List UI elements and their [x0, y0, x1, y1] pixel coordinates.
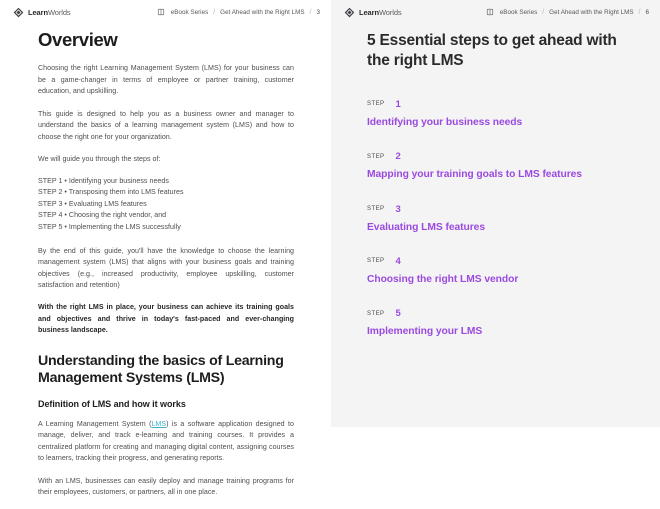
left-page-content: [38, 30, 294, 509]
overview-paragraph-3: We will guide you through the steps of:: [38, 155, 161, 164]
breadcrumb-separator: /: [213, 8, 216, 16]
step-block-5: [367, 308, 629, 338]
breadcrumb-separator: /: [309, 8, 312, 16]
brand-wordmark-left: [28, 8, 71, 17]
definition-text-after: ) is a software application designed to manage, deliver, and track e-learning and training courses. It provides a centralized platform for creating and managing digital content, assigning courses to learners, tracking their progress, and generating reports.: [38, 419, 294, 463]
step-title-5[interactable]: Implementing your LMS: [367, 326, 483, 338]
step-kicker-3: STEP: [367, 206, 385, 213]
step-meta-2: [367, 151, 629, 162]
lms-link[interactable]: LMS: [151, 419, 167, 428]
step-number-5: 5: [395, 308, 401, 320]
brand-bold-right: Learn: [359, 7, 379, 17]
ebook-page-left: [0, 0, 331, 496]
page-number-left: 3: [316, 8, 320, 16]
overview-step-list: [38, 176, 294, 234]
section-subtitle: Definition of LMS and how it works: [38, 398, 186, 409]
step-number-2: 2: [395, 151, 401, 163]
step-block-3: [367, 204, 629, 234]
section-title: Understanding the basics of Learning Management Systems (LMS): [38, 352, 284, 387]
step-meta-5: [367, 308, 629, 319]
step-number-1: 1: [395, 98, 401, 110]
steps-headline: 5 Essential steps to get ahead with the right LMS: [367, 32, 617, 70]
step-number-4: 4: [395, 255, 401, 267]
book-icon: [486, 8, 494, 16]
step-block-1: [367, 99, 629, 129]
breadcrumb-title-left[interactable]: Get Ahead with the Right LMS: [220, 8, 305, 16]
brand-light-right: Worlds: [378, 7, 402, 17]
list-item: STEP 1 • Identifying your business needs: [38, 176, 169, 185]
overview-paragraph-4: By the end of this guide, you'll have the knowledge to choose the learning management system (LMS) that aligns with your business goals and training objectives (e.g., increased productivity, employee upskilling, customer satisfaction and retention): [38, 246, 294, 289]
definition-paragraph: [38, 419, 294, 465]
breadcrumb-series-left[interactable]: eBook Series: [170, 8, 209, 16]
step-meta-4: [367, 256, 629, 267]
step-title-1[interactable]: Identifying your business needs: [367, 116, 523, 128]
step-title-2[interactable]: Mapping your training goals to LMS features: [367, 169, 582, 181]
list-item: STEP 4 • Choosing the right vendor, and: [38, 211, 167, 220]
page-title: Overview: [38, 29, 118, 50]
page-header-right: [331, 0, 660, 24]
overview-paragraph-1: Choosing the right Learning Management System (LMS) for your business can be a game-changer in terms of employee or partner training, customer education, and upskilling.: [38, 64, 294, 96]
brand-light-left: Worlds: [47, 7, 71, 17]
list-item: STEP 5 • Implementing the LMS successfully: [38, 222, 181, 231]
breadcrumb-series-right[interactable]: eBook Series: [499, 8, 538, 16]
breadcrumb-left: [157, 8, 320, 16]
overview-paragraph-2: This guide is designed to help you as a business owner and manager to understand the basics of a learning management system (LMS) and how to choose the right one for your organization.: [38, 109, 294, 141]
step-title-3[interactable]: Evaluating LMS features: [367, 221, 485, 233]
learnworlds-diamond-logo-icon: [344, 7, 355, 18]
ebook-page-right: [331, 0, 660, 427]
definition-text-before: A Learning Management System (: [38, 419, 152, 428]
page-header-left: [0, 0, 331, 24]
step-kicker-1: STEP: [367, 101, 385, 108]
brand-bold-left: Learn: [28, 7, 48, 17]
right-page-content: [367, 31, 629, 339]
step-meta-1: [367, 99, 629, 110]
overview-paragraph-5-bold: With the right LMS in place, your business can achieve its training goals and objectives and thrive in today's fast-paced and ever-changing business landscape.: [38, 303, 294, 335]
step-kicker-4: STEP: [367, 258, 385, 265]
step-kicker-2: STEP: [367, 153, 385, 160]
breadcrumb-separator: /: [638, 8, 641, 16]
step-meta-3: [367, 204, 629, 215]
list-item: STEP 2 • Transposing them into LMS features: [38, 188, 184, 197]
step-block-4: [367, 256, 629, 286]
page-number-right: 6: [645, 8, 649, 16]
brand-logo-left[interactable]: [13, 7, 71, 18]
book-icon: [157, 8, 165, 16]
step-title-4[interactable]: Choosing the right LMS vendor: [367, 273, 519, 285]
breadcrumb-title-right[interactable]: Get Ahead with the Right LMS: [549, 8, 634, 16]
breadcrumb-separator: /: [542, 8, 545, 16]
brand-logo-right[interactable]: [344, 7, 402, 18]
brand-wordmark-right: [359, 8, 402, 17]
step-kicker-5: STEP: [367, 310, 385, 317]
breadcrumb-right: [486, 8, 649, 16]
step-block-2: [367, 151, 629, 181]
learnworlds-diamond-logo-icon: [13, 7, 24, 18]
list-item: STEP 3 • Evaluating LMS features: [38, 199, 147, 208]
definition-paragraph-2: With an LMS, businesses can easily deploy and manage training programs for their employees, customers, or partners, all in one place.: [38, 476, 294, 496]
step-number-3: 3: [395, 203, 401, 215]
